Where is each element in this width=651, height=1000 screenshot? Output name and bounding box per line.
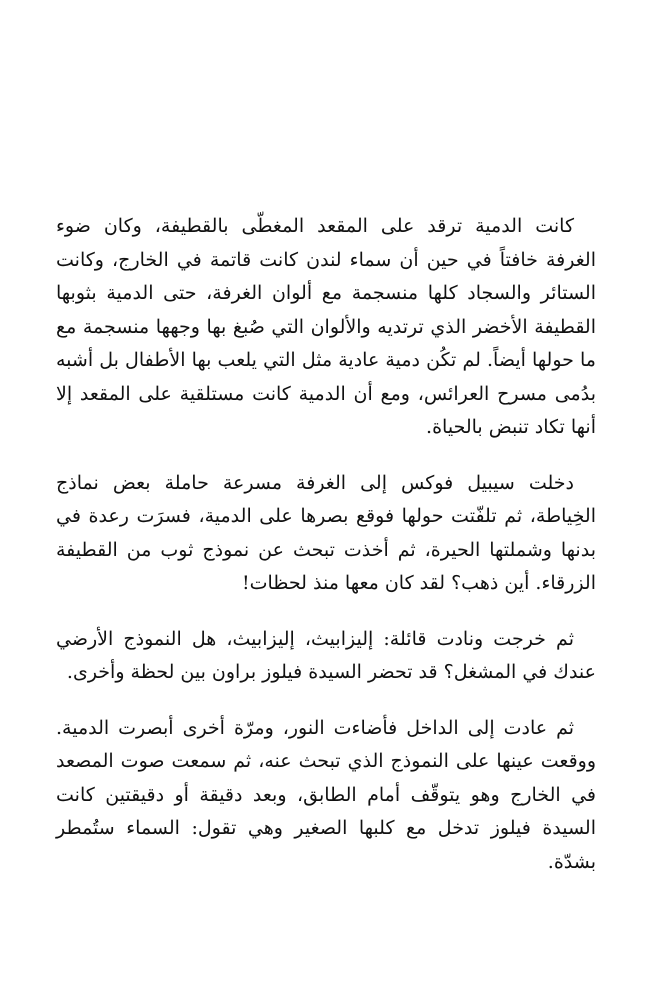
book-page <box>56 210 596 879</box>
paragraph-2: دخلت سيبيل فوكس إلى الغرفة مسرعة حاملة بعض نماذج الخِياطة، ثم تلفّتت حولها فوقع بصرها على الدمية، فسرَت رعدة في بدنها وشملتها الحيرة، ثم أخذت تبحث عن نموذج ثوب من القطيفة الزرقاء. أين ذهب؟ لقد كان معها منذ لحظات! <box>56 471 596 594</box>
paragraph-4: ثم عادت إلى الداخل فأضاءت النور، ومرّة أخرى أبصرت الدمية. ووقعت عينها على النموذج الذي تبحث عنه، ثم سمعت صوت المصعد في الخارج وهو يتوقّف أمام الطابق، وبعد دقيقة أو دقيقتين كانت السيدة فيلوز تدخل مع كلبها الصغير وهي تقول: السماء ستُمطر بشدّة. <box>56 716 596 873</box>
paragraph-1: كانت الدمية ترقد على المقعد المغطّى بالقطيفة، وكان ضوء الغرفة خافتاً في حين أن سماء لندن كانت قاتمة في الخارج، وكانت الستائر والسجاد كلها منسجمة مع ألوان الغرفة، حتى الدمية بثوبها القطيفة الأخضر الذي ترتديه والألوان التي صُبغ بها وجهها منسجمة مع ما حولها أيضاً. لم تكُن دمية عادية مثل التي يلعب بها الأطفال بل أشبه بدُمى مسرح العرائس، ومع أن الدمية كانت مستلقية على المقعد إلا أنها تكاد تنبض بالحياة. <box>56 215 596 438</box>
paragraph-3: ثم خرجت ونادت قائلة: إليزابيث، إليزابيث، هل النموذج الأرضي عندك في المشغل؟ قد تحضر السيدة فيلوز براون بين لحظة وأخرى. <box>56 627 596 683</box>
